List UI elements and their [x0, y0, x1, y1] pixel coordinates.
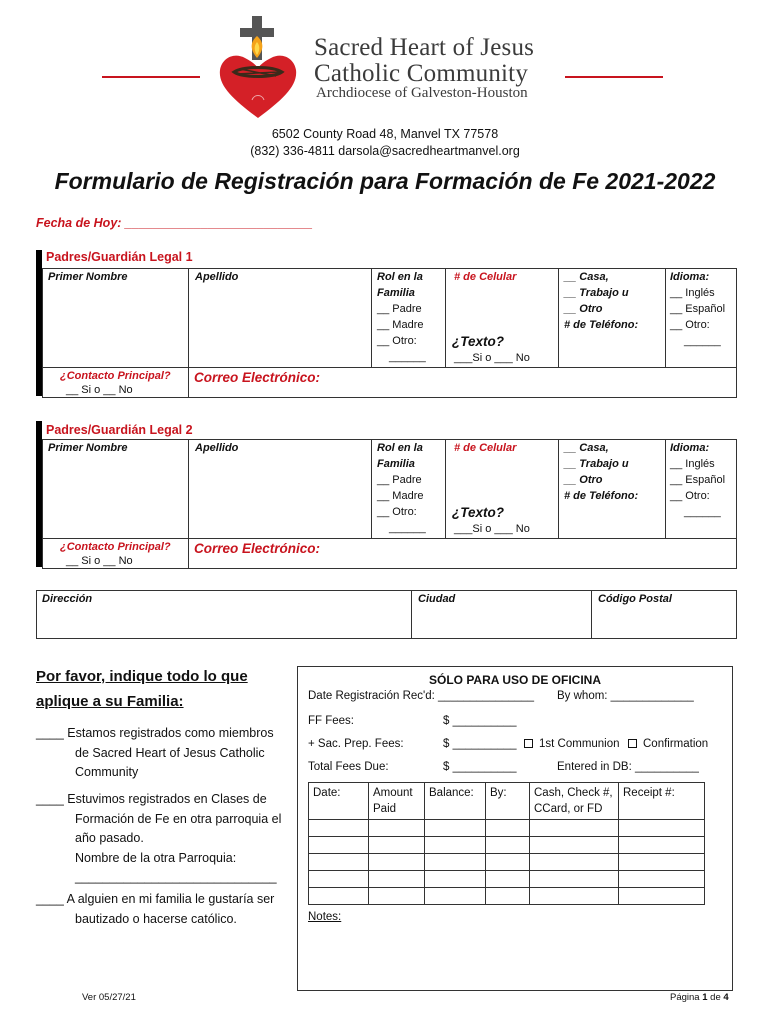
g2-first-name-label[interactable]: Primer Nombre	[48, 442, 128, 454]
office-by-whom[interactable]: By whom: _____________	[557, 690, 694, 702]
g2-email-label[interactable]: Correo Electrónico:	[194, 541, 321, 556]
header-right-rule	[565, 76, 663, 78]
divider	[188, 268, 189, 398]
family-option-other-parish[interactable]: ____ Estuvimos registrados en Clases de Formación de Fe en otra parroquia el año pasado. Nombre de la otra Parroquia: _____________________________	[36, 792, 282, 884]
g2-phone-type[interactable]: __ Casa, __ Trabajo u __ Otro # de Teléfono:	[564, 442, 639, 502]
g2-texto-label: ¿Texto?	[452, 505, 504, 520]
g1-email-label[interactable]: Correo Electrónico:	[194, 370, 321, 385]
sacred-heart-logo	[212, 14, 304, 124]
divider	[558, 268, 559, 368]
g1-first-name-label[interactable]: Primer Nombre	[48, 271, 128, 283]
family-title-line1: Por favor, indique todo lo que	[36, 668, 248, 685]
office-title: SÓLO PARA USO DE OFICINA	[428, 673, 601, 687]
version-label: Ver 05/27/21	[82, 992, 136, 1003]
payment-table	[308, 782, 705, 905]
divider	[445, 439, 446, 539]
sac-prep-amount[interactable]: $ __________	[443, 738, 517, 750]
total-fees-amount[interactable]: $ __________	[443, 761, 517, 773]
checkbox-icon[interactable]	[628, 739, 637, 748]
header-amount: Amount Paid	[369, 783, 425, 820]
sac-prep-label: + Sac. Prep. Fees:	[308, 738, 404, 750]
g2-texto-options[interactable]: ___Si o ___ No	[454, 523, 530, 535]
divider	[558, 439, 559, 539]
today-date-field[interactable]: Fecha de Hoy: ___________________________	[36, 216, 313, 230]
family-option-registered[interactable]: ____ Estamos registrados como miembros de Sacred Heart of Jesus Catholic Community	[36, 726, 274, 779]
divider	[42, 367, 737, 368]
table-row[interactable]	[309, 854, 705, 871]
zip-label[interactable]: Código Postal	[598, 593, 672, 605]
header-by: By:	[486, 783, 530, 820]
g1-role-field[interactable]: Rol en la Familia __ Padre __ Madre __ Otro: ______	[377, 271, 426, 363]
church-contact: (832) 336-4811 darsola@sacredheartmanvel.org	[250, 144, 520, 158]
guardian2-heading: Padres/Guardián Legal 2	[46, 423, 193, 437]
divider	[42, 538, 737, 539]
divider	[371, 268, 372, 368]
divider	[665, 439, 666, 539]
divider	[411, 590, 412, 639]
header-receipt: Receipt #:	[619, 783, 705, 820]
notes-label[interactable]: Notes:	[308, 911, 342, 923]
divider	[665, 268, 666, 368]
family-option-baptism[interactable]: ____ A alguien en mi familia le gustaría ser bautizado o hacerse católico.	[36, 892, 275, 926]
g2-last-name-label[interactable]: Apellido	[195, 442, 239, 454]
g1-texto-label: ¿Texto?	[452, 334, 504, 349]
g1-primary-contact-options[interactable]: __ Si o __ No	[66, 384, 133, 396]
page-number: Página 1 de 4	[670, 992, 729, 1003]
header-left-rule	[102, 76, 200, 78]
city-label[interactable]: Ciudad	[418, 593, 456, 605]
table-row[interactable]	[309, 871, 705, 888]
g1-last-name-label[interactable]: Apellido	[195, 271, 239, 283]
total-fees-label: Total Fees Due:	[308, 761, 389, 773]
g1-language-field[interactable]: Idioma: __ Inglés __ Español __ Otro: ______	[670, 271, 726, 347]
g1-cell-label[interactable]: # de Celular	[454, 271, 517, 283]
table-header-row	[309, 783, 705, 820]
checkbox-icon[interactable]	[524, 739, 533, 748]
family-title-line2: aplique a su Familia:	[36, 693, 184, 710]
g2-primary-contact-label: ¿Contacto Principal?	[60, 541, 171, 553]
org-name-line2: Catholic Community	[314, 60, 529, 87]
table-row[interactable]	[309, 837, 705, 854]
divider	[445, 268, 446, 368]
address-label[interactable]: Dirección	[42, 593, 93, 605]
g2-language-field[interactable]: Idioma: __ Inglés __ Español __ Otro: ______	[670, 442, 726, 518]
ff-fees-amount[interactable]: $ __________	[443, 715, 517, 727]
g2-cell-label[interactable]: # de Celular	[454, 442, 517, 454]
ff-fees-label: FF Fees:	[308, 715, 355, 727]
g2-primary-contact-options[interactable]: __ Si o __ No	[66, 555, 133, 567]
confirmation-checkbox[interactable]: Confirmation	[628, 738, 708, 750]
header-date: Date:	[309, 783, 369, 820]
table-row[interactable]	[309, 820, 705, 837]
table-row[interactable]	[309, 888, 705, 905]
divider	[371, 439, 372, 539]
org-name-line1: Sacred Heart of Jesus	[314, 34, 535, 61]
office-date-received[interactable]: Date Registración Rec'd: _______________	[308, 690, 534, 702]
guardian1-heading: Padres/Guardián Legal 1	[46, 250, 193, 264]
header-method: Cash, Check #, CCard, or FD	[530, 783, 619, 820]
form-title: Formulario de Registración para Formación de Fe 2021-2022	[54, 168, 716, 194]
g2-role-field[interactable]: Rol en la Familia __ Padre __ Madre __ Otro: ______	[377, 442, 426, 534]
g1-phone-type[interactable]: __ Casa, __ Trabajo u __ Otro # de Teléfono:	[564, 271, 639, 331]
g1-primary-contact-label: ¿Contacto Principal?	[60, 370, 171, 382]
g1-texto-options[interactable]: ___Si o ___ No	[454, 352, 530, 364]
header-balance: Balance:	[425, 783, 486, 820]
entered-db[interactable]: Entered in DB: __________	[557, 761, 699, 773]
first-communion-checkbox[interactable]: 1st Communion	[524, 738, 620, 750]
church-address: 6502 County Road 48, Manvel TX 77578	[271, 127, 499, 141]
divider	[591, 590, 592, 639]
org-diocese: Archdiocese of Galveston-Houston	[316, 85, 528, 101]
divider	[188, 439, 189, 569]
